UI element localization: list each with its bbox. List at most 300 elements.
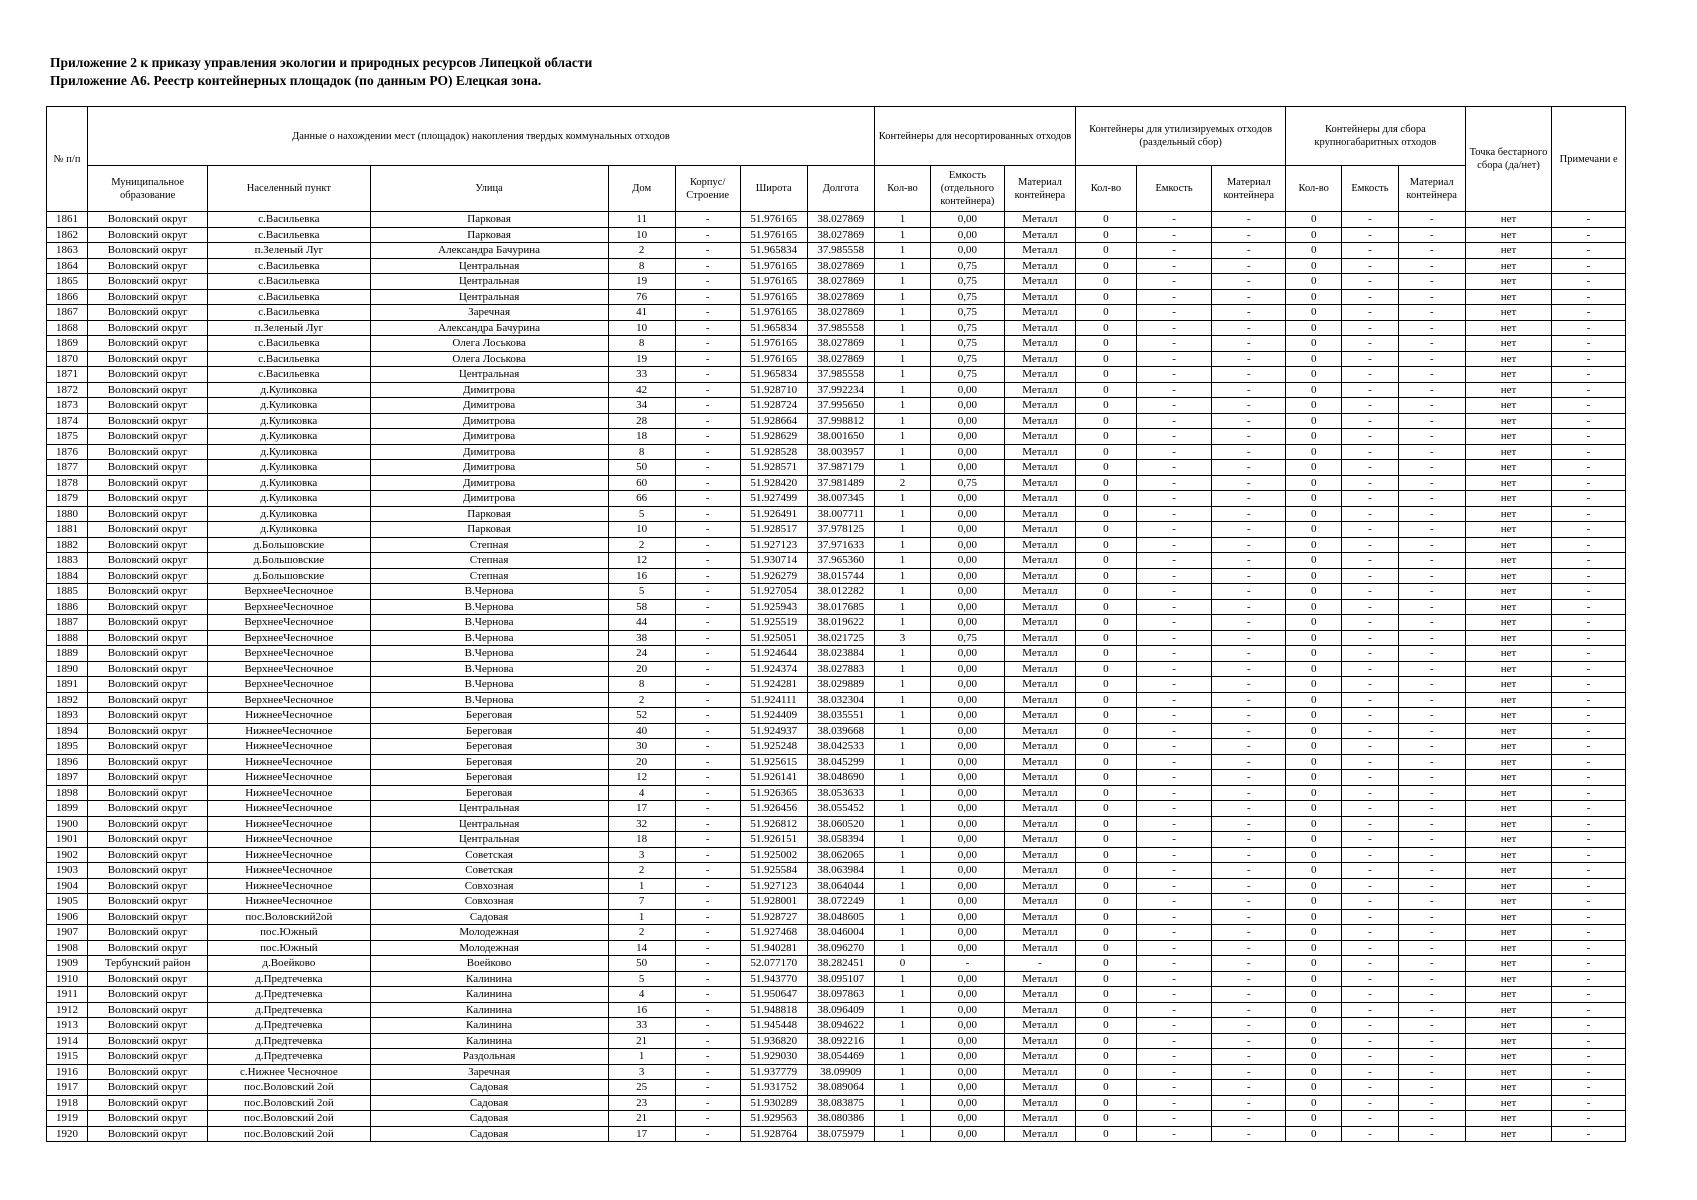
cell-bulky-count: 0 (1286, 692, 1342, 708)
cell-recycle-count: 0 (1076, 599, 1137, 615)
cell-street: В.Чернова (370, 661, 608, 677)
table-row (47, 289, 1626, 305)
col-header-recycle-material: Материал контейнера (1212, 166, 1286, 212)
cell-lat: 51.924937 (740, 723, 807, 739)
cell-settlement: ВерхнееЧесночное (208, 692, 370, 708)
cell-unsorted-capacity: 0,00 (931, 1111, 1005, 1127)
cell-building: - (675, 646, 740, 662)
cell-recycle-material: - (1212, 491, 1286, 507)
cell-note: - (1552, 925, 1626, 941)
cell-recycle-capacity: - (1136, 1126, 1212, 1142)
cell-lat: 51.926151 (740, 832, 807, 848)
cell-recycle-count: 0 (1076, 971, 1137, 987)
table-row (47, 243, 1626, 259)
cell-unsorted-count: 1 (874, 320, 930, 336)
cell-recycle-capacity: - (1136, 956, 1212, 972)
cell-point: нет (1465, 320, 1552, 336)
cell-mo: Воловский округ (88, 1018, 208, 1034)
cell-unsorted-material: Металл (1004, 801, 1075, 817)
cell-building: - (675, 305, 740, 321)
cell-bulky-count: 0 (1286, 956, 1342, 972)
cell-street: Олега Лоськова (370, 351, 608, 367)
cell-bulky-material: - (1398, 522, 1465, 538)
cell-unsorted-capacity: 0,75 (931, 630, 1005, 646)
cell-recycle-capacity: - (1136, 785, 1212, 801)
cell-recycle-capacity: - (1136, 739, 1212, 755)
cell-house: 10 (608, 227, 675, 243)
table-row (47, 413, 1626, 429)
cell-unsorted-capacity: 0,00 (931, 243, 1005, 259)
cell-settlement: с.Васильевка (208, 212, 370, 228)
cell-unsorted-capacity: 0,00 (931, 584, 1005, 600)
cell-point: нет (1465, 739, 1552, 755)
cell-lat: 51.928664 (740, 413, 807, 429)
cell-bulky-capacity: - (1342, 599, 1398, 615)
cell-point: нет (1465, 987, 1552, 1003)
cell-recycle-count: 0 (1076, 630, 1137, 646)
cell-settlement: п.Зеленый Луг (208, 320, 370, 336)
cell-lat: 51.925248 (740, 739, 807, 755)
cell-street: Димитрова (370, 491, 608, 507)
cell-settlement: д.Куликовка (208, 413, 370, 429)
cell-point: нет (1465, 274, 1552, 290)
cell-unsorted-capacity: 0,00 (931, 847, 1005, 863)
cell-unsorted-count: 1 (874, 398, 930, 414)
cell-unsorted-capacity: 0,00 (931, 537, 1005, 553)
cell-unsorted-material: Металл (1004, 537, 1075, 553)
cell-bulky-count: 0 (1286, 584, 1342, 600)
cell-num: 1874 (47, 413, 88, 429)
cell-recycle-count: 0 (1076, 940, 1137, 956)
cell-recycle-count: 0 (1076, 894, 1137, 910)
cell-num: 1877 (47, 460, 88, 476)
cell-point: нет (1465, 909, 1552, 925)
cell-bulky-count: 0 (1286, 599, 1342, 615)
cell-recycle-material: - (1212, 878, 1286, 894)
cell-lon: 38.027869 (807, 305, 874, 321)
cell-num: 1881 (47, 522, 88, 538)
cell-recycle-material: - (1212, 413, 1286, 429)
cell-unsorted-material: Металл (1004, 909, 1075, 925)
cell-bulky-count: 0 (1286, 413, 1342, 429)
cell-street: Береговая (370, 770, 608, 786)
cell-lon: 38.096270 (807, 940, 874, 956)
cell-building: - (675, 785, 740, 801)
cell-lat: 51.925051 (740, 630, 807, 646)
table-row (47, 398, 1626, 414)
cell-recycle-count: 0 (1076, 522, 1137, 538)
cell-point: нет (1465, 1064, 1552, 1080)
cell-settlement: НижнееЧесночное (208, 770, 370, 786)
cell-house: 20 (608, 754, 675, 770)
cell-num: 1891 (47, 677, 88, 693)
cell-note: - (1552, 289, 1626, 305)
cell-unsorted-count: 1 (874, 1033, 930, 1049)
cell-lat: 51.924374 (740, 661, 807, 677)
cell-recycle-material: - (1212, 863, 1286, 879)
cell-street: Олега Лоськова (370, 336, 608, 352)
cell-recycle-count: 0 (1076, 661, 1137, 677)
cell-unsorted-count: 1 (874, 770, 930, 786)
cell-unsorted-material: Металл (1004, 568, 1075, 584)
cell-lat: 51.928420 (740, 475, 807, 491)
cell-lat: 51.976165 (740, 227, 807, 243)
cell-settlement: д.Большовские (208, 553, 370, 569)
col-header-bulky-capacity: Емкость (1342, 166, 1398, 212)
cell-street: Молодежная (370, 925, 608, 941)
cell-bulky-count: 0 (1286, 1018, 1342, 1034)
cell-recycle-material: - (1212, 1080, 1286, 1096)
cell-mo: Воловский округ (88, 413, 208, 429)
cell-building: - (675, 367, 740, 383)
cell-lon: 38.021725 (807, 630, 874, 646)
cell-num: 1868 (47, 320, 88, 336)
cell-street: Парковая (370, 506, 608, 522)
cell-recycle-capacity: - (1136, 506, 1212, 522)
cell-bulky-material: - (1398, 646, 1465, 662)
cell-house: 12 (608, 770, 675, 786)
cell-house: 8 (608, 336, 675, 352)
col-group-location: Данные о нахождении мест (площадок) накопления твердых коммунальных отходов (88, 107, 875, 166)
cell-recycle-count: 0 (1076, 832, 1137, 848)
cell-unsorted-capacity: 0,00 (931, 894, 1005, 910)
cell-num: 1876 (47, 444, 88, 460)
cell-lat: 51.976165 (740, 258, 807, 274)
cell-point: нет (1465, 677, 1552, 693)
cell-num: 1889 (47, 646, 88, 662)
cell-recycle-material: - (1212, 677, 1286, 693)
cell-settlement: д.Куликовка (208, 429, 370, 445)
cell-house: 3 (608, 847, 675, 863)
cell-bulky-capacity: - (1342, 553, 1398, 569)
cell-num: 1911 (47, 987, 88, 1003)
cell-unsorted-count: 1 (874, 785, 930, 801)
cell-bulky-material: - (1398, 506, 1465, 522)
cell-num: 1885 (47, 584, 88, 600)
cell-settlement: НижнееЧесночное (208, 816, 370, 832)
cell-note: - (1552, 491, 1626, 507)
cell-num: 1916 (47, 1064, 88, 1080)
cell-settlement: НижнееЧесночное (208, 878, 370, 894)
cell-recycle-capacity: - (1136, 1018, 1212, 1034)
cell-bulky-material: - (1398, 413, 1465, 429)
cell-bulky-material: - (1398, 367, 1465, 383)
cell-recycle-material: - (1212, 444, 1286, 460)
cell-lon: 38.060520 (807, 816, 874, 832)
cell-unsorted-count: 1 (874, 754, 930, 770)
cell-bulky-material: - (1398, 708, 1465, 724)
cell-point: нет (1465, 367, 1552, 383)
cell-house: 5 (608, 971, 675, 987)
cell-lon: 38.072249 (807, 894, 874, 910)
cell-building: - (675, 537, 740, 553)
cell-settlement: пос.Воловский 2ой (208, 1080, 370, 1096)
cell-bulky-count: 0 (1286, 491, 1342, 507)
cell-house: 41 (608, 305, 675, 321)
cell-bulky-material: - (1398, 956, 1465, 972)
cell-point: нет (1465, 460, 1552, 476)
cell-recycle-capacity: - (1136, 894, 1212, 910)
cell-building: - (675, 289, 740, 305)
cell-street: Молодежная (370, 940, 608, 956)
cell-settlement: п.Зеленый Луг (208, 243, 370, 259)
cell-recycle-material: - (1212, 367, 1286, 383)
cell-bulky-material: - (1398, 429, 1465, 445)
cell-mo: Воловский округ (88, 863, 208, 879)
cell-mo: Воловский округ (88, 1002, 208, 1018)
cell-building: - (675, 770, 740, 786)
cell-bulky-count: 0 (1286, 630, 1342, 646)
cell-recycle-count: 0 (1076, 227, 1137, 243)
cell-recycle-material: - (1212, 460, 1286, 476)
cell-recycle-material: - (1212, 925, 1286, 941)
cell-bulky-count: 0 (1286, 816, 1342, 832)
cell-unsorted-capacity: 0,75 (931, 258, 1005, 274)
cell-unsorted-count: 1 (874, 289, 930, 305)
cell-note: - (1552, 630, 1626, 646)
cell-recycle-material: - (1212, 894, 1286, 910)
cell-recycle-material: - (1212, 909, 1286, 925)
table-row (47, 987, 1626, 1003)
cell-street: Береговая (370, 708, 608, 724)
registry-rows (47, 212, 1626, 1142)
cell-unsorted-capacity: 0,00 (931, 413, 1005, 429)
cell-building: - (675, 336, 740, 352)
cell-num: 1912 (47, 1002, 88, 1018)
cell-unsorted-material: Металл (1004, 971, 1075, 987)
cell-mo: Воловский округ (88, 909, 208, 925)
cell-note: - (1552, 367, 1626, 383)
table-row (47, 894, 1626, 910)
cell-settlement: ВерхнееЧесночное (208, 599, 370, 615)
cell-bulky-capacity: - (1342, 506, 1398, 522)
cell-note: - (1552, 801, 1626, 817)
cell-lat: 51.925615 (740, 754, 807, 770)
cell-house: 20 (608, 661, 675, 677)
cell-street: Степная (370, 537, 608, 553)
cell-lon: 38.029889 (807, 677, 874, 693)
cell-point: нет (1465, 227, 1552, 243)
cell-street: Парковая (370, 522, 608, 538)
cell-unsorted-material: Металл (1004, 305, 1075, 321)
cell-recycle-count: 0 (1076, 429, 1137, 445)
cell-house: 10 (608, 522, 675, 538)
cell-recycle-material: - (1212, 723, 1286, 739)
cell-unsorted-count: 1 (874, 537, 930, 553)
col-header-unsorted-material: Материал контейнера (1004, 166, 1075, 212)
cell-house: 5 (608, 584, 675, 600)
cell-lon: 38.080386 (807, 1111, 874, 1127)
table-row (47, 739, 1626, 755)
cell-building: - (675, 227, 740, 243)
cell-lat: 51.930289 (740, 1095, 807, 1111)
cell-note: - (1552, 537, 1626, 553)
cell-lon: 38.046004 (807, 925, 874, 941)
cell-recycle-material: - (1212, 475, 1286, 491)
cell-bulky-count: 0 (1286, 1002, 1342, 1018)
cell-recycle-count: 0 (1076, 1018, 1137, 1034)
table-row (47, 1002, 1626, 1018)
cell-note: - (1552, 553, 1626, 569)
cell-lat: 51.945448 (740, 1018, 807, 1034)
cell-unsorted-capacity: 0,00 (931, 754, 1005, 770)
cell-lat: 51.965834 (740, 320, 807, 336)
document-title-line2: Приложение А6. Реестр контейнерных площадок (по данным РО) Елецкая зона. (50, 73, 542, 88)
cell-recycle-material: - (1212, 537, 1286, 553)
cell-recycle-capacity: - (1136, 522, 1212, 538)
cell-recycle-capacity: - (1136, 258, 1212, 274)
cell-point: нет (1465, 413, 1552, 429)
cell-unsorted-material: Металл (1004, 785, 1075, 801)
cell-note: - (1552, 909, 1626, 925)
cell-lon: 38.09909 (807, 1064, 874, 1080)
cell-bulky-count: 0 (1286, 243, 1342, 259)
cell-unsorted-count: 1 (874, 894, 930, 910)
cell-unsorted-count: 1 (874, 506, 930, 522)
cell-building: - (675, 1049, 740, 1065)
cell-num: 1888 (47, 630, 88, 646)
cell-bulky-capacity: - (1342, 1111, 1398, 1127)
cell-lat: 51.937779 (740, 1064, 807, 1080)
cell-recycle-material: - (1212, 568, 1286, 584)
cell-point: нет (1465, 584, 1552, 600)
cell-recycle-capacity: - (1136, 212, 1212, 228)
cell-bulky-material: - (1398, 1080, 1465, 1096)
cell-recycle-material: - (1212, 1002, 1286, 1018)
cell-house: 3 (608, 1064, 675, 1080)
cell-mo: Воловский округ (88, 940, 208, 956)
cell-bulky-capacity: - (1342, 460, 1398, 476)
cell-bulky-capacity: - (1342, 584, 1398, 600)
cell-unsorted-material: Металл (1004, 1111, 1075, 1127)
cell-settlement: д.Большовские (208, 568, 370, 584)
cell-lat: 51.926456 (740, 801, 807, 817)
cell-lat: 51.948818 (740, 1002, 807, 1018)
cell-point: нет (1465, 832, 1552, 848)
col-header-unsorted-count: Кол-во (874, 166, 930, 212)
cell-bulky-capacity: - (1342, 956, 1398, 972)
cell-unsorted-material: Металл (1004, 599, 1075, 615)
cell-unsorted-capacity: 0,75 (931, 351, 1005, 367)
cell-building: - (675, 568, 740, 584)
cell-unsorted-count: 1 (874, 1018, 930, 1034)
cell-bulky-capacity: - (1342, 1049, 1398, 1065)
cell-house: 40 (608, 723, 675, 739)
cell-bulky-capacity: - (1342, 413, 1398, 429)
cell-num: 1907 (47, 925, 88, 941)
cell-bulky-count: 0 (1286, 367, 1342, 383)
cell-bulky-material: - (1398, 801, 1465, 817)
cell-lon: 38.001650 (807, 429, 874, 445)
cell-bulky-material: - (1398, 630, 1465, 646)
cell-recycle-material: - (1212, 661, 1286, 677)
cell-house: 7 (608, 894, 675, 910)
cell-bulky-capacity: - (1342, 336, 1398, 352)
cell-bulky-count: 0 (1286, 863, 1342, 879)
cell-recycle-capacity: - (1136, 429, 1212, 445)
cell-note: - (1552, 444, 1626, 460)
cell-bulky-count: 0 (1286, 971, 1342, 987)
cell-recycle-capacity: - (1136, 925, 1212, 941)
cell-house: 16 (608, 1002, 675, 1018)
cell-street: Центральная (370, 832, 608, 848)
cell-unsorted-count: 1 (874, 1126, 930, 1142)
cell-building: - (675, 801, 740, 817)
cell-house: 60 (608, 475, 675, 491)
cell-bulky-count: 0 (1286, 212, 1342, 228)
cell-bulky-material: - (1398, 894, 1465, 910)
cell-bulky-capacity: - (1342, 1018, 1398, 1034)
table-row (47, 661, 1626, 677)
cell-lat: 51.928764 (740, 1126, 807, 1142)
cell-bulky-capacity: - (1342, 398, 1398, 414)
cell-mo: Воловский округ (88, 398, 208, 414)
cell-num: 1873 (47, 398, 88, 414)
cell-mo: Воловский округ (88, 444, 208, 460)
cell-lon: 38.097863 (807, 987, 874, 1003)
cell-unsorted-material: Металл (1004, 1002, 1075, 1018)
cell-unsorted-capacity: 0,00 (931, 491, 1005, 507)
table-row (47, 1033, 1626, 1049)
cell-building: - (675, 1018, 740, 1034)
cell-point: нет (1465, 506, 1552, 522)
cell-unsorted-capacity: 0,00 (931, 832, 1005, 848)
cell-recycle-capacity: - (1136, 305, 1212, 321)
cell-point: нет (1465, 615, 1552, 631)
cell-lon: 38.003957 (807, 444, 874, 460)
cell-note: - (1552, 646, 1626, 662)
cell-building: - (675, 553, 740, 569)
cell-note: - (1552, 522, 1626, 538)
cell-settlement: ВерхнееЧесночное (208, 615, 370, 631)
cell-lon: 38.027869 (807, 289, 874, 305)
cell-lat: 51.925519 (740, 615, 807, 631)
cell-settlement: д.Предтечевка (208, 987, 370, 1003)
cell-unsorted-material: Металл (1004, 754, 1075, 770)
cell-num: 1898 (47, 785, 88, 801)
cell-house: 58 (608, 599, 675, 615)
cell-street: Димитрова (370, 444, 608, 460)
cell-settlement: с.Васильевка (208, 336, 370, 352)
cell-recycle-capacity: - (1136, 847, 1212, 863)
cell-unsorted-material: Металл (1004, 615, 1075, 631)
cell-bulky-count: 0 (1286, 723, 1342, 739)
cell-recycle-capacity: - (1136, 537, 1212, 553)
cell-num: 1879 (47, 491, 88, 507)
cell-lon: 38.054469 (807, 1049, 874, 1065)
cell-unsorted-capacity: 0,00 (931, 599, 1005, 615)
cell-bulky-capacity: - (1342, 646, 1398, 662)
cell-note: - (1552, 212, 1626, 228)
cell-lat: 51.976165 (740, 274, 807, 290)
cell-bulky-count: 0 (1286, 568, 1342, 584)
cell-recycle-count: 0 (1076, 692, 1137, 708)
cell-num: 1861 (47, 212, 88, 228)
cell-recycle-count: 0 (1076, 739, 1137, 755)
cell-recycle-capacity: - (1136, 770, 1212, 786)
cell-building: - (675, 274, 740, 290)
cell-settlement: НижнееЧесночное (208, 739, 370, 755)
cell-recycle-count: 0 (1076, 351, 1137, 367)
cell-note: - (1552, 708, 1626, 724)
cell-building: - (675, 925, 740, 941)
cell-settlement: д.Предтечевка (208, 1033, 370, 1049)
cell-unsorted-count: 1 (874, 661, 930, 677)
cell-unsorted-count: 0 (874, 956, 930, 972)
cell-num: 1895 (47, 739, 88, 755)
col-header-street: Улица (370, 166, 608, 212)
cell-unsorted-count: 1 (874, 444, 930, 460)
